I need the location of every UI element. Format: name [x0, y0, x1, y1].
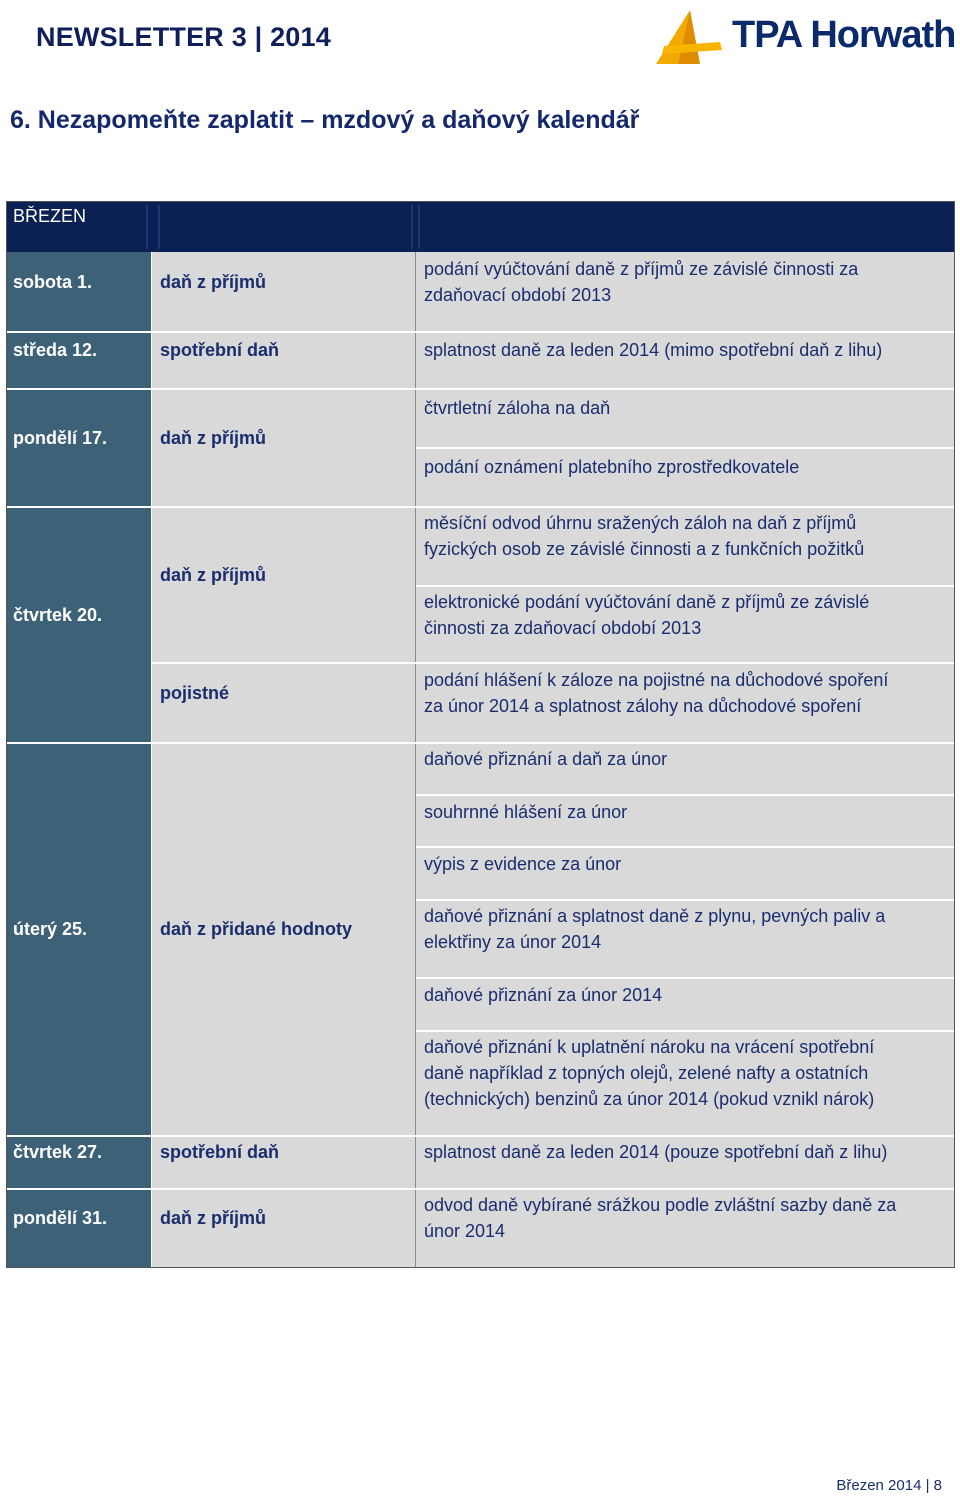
row-category: spotřební daň	[160, 340, 280, 360]
row-item: výpis z evidence za únor	[424, 854, 622, 874]
row-category: daň z příjmů	[160, 1208, 267, 1228]
row-date: pondělí 31.	[13, 1208, 108, 1228]
row-item: splatnost daně za leden 2014 (pouze spotřební daň z lihu)	[424, 1142, 888, 1162]
row-item: daňové přiznání a daň za únor	[424, 749, 668, 769]
row-category: pojistné	[160, 683, 230, 703]
row-date: středa 12.	[13, 340, 98, 360]
section-title: 6. Nezapomeňte zaplatit – mzdový a daňový kalendář	[10, 106, 640, 134]
row-category: daň z přidané hodnoty	[160, 919, 352, 939]
date-column	[6, 252, 152, 1268]
row-item: elektřiny za únor 2014	[424, 932, 602, 952]
row-item: daňové přiznání k uplatnění nároku na vrácení spotřební	[424, 1037, 875, 1057]
row-category: spotřební daň	[160, 1142, 280, 1162]
page-footer: Březen 2014 | 8	[836, 1477, 942, 1494]
row-item: měsíční odvod úhrnu sražených záloh na daň z příjmů	[424, 513, 857, 533]
row-category: daň z příjmů	[160, 428, 267, 448]
row-item: podání hlášení k záloze na pojistné na důchodové spoření	[424, 670, 889, 690]
row-item: souhrnné hlášení za únor	[424, 802, 628, 822]
row-date: úterý 25.	[13, 919, 88, 939]
row-item: odvod daně vybírané srážkou podle zvláštní sazby daně za	[424, 1195, 897, 1215]
row-item: únor 2014	[424, 1221, 506, 1241]
row-item: daňové přiznání a splatnost daně z plynu, pevných paliv a	[424, 906, 886, 926]
row-item: za únor 2014 a splatnost zálohy na důchodové spoření	[424, 696, 862, 716]
row-item: činnosti za zdaňovací období 2013	[424, 618, 702, 638]
row-date: čtvrtek 20.	[13, 605, 103, 625]
row-item: splatnost daně za leden 2014 (mimo spotřební daň z lihu)	[424, 340, 883, 360]
row-item: daně například z topných olejů, zelené nafty a ostatních	[424, 1063, 869, 1083]
row-item: čtvrtletní záloha na daň	[424, 398, 611, 418]
month-label: BŘEZEN	[13, 206, 87, 226]
table-header-row	[6, 201, 955, 252]
row-date: pondělí 17.	[13, 428, 108, 448]
row-item: elektronické podání vyúčtování daně z příjmů ze závislé	[424, 592, 870, 612]
category-column	[152, 252, 416, 1268]
row-category: daň z příjmů	[160, 272, 267, 292]
row-date: sobota 1.	[13, 272, 93, 292]
logo-text: TPA Horwath	[732, 14, 956, 56]
row-item: podání vyúčtování daně z příjmů ze závislé činnosti za	[424, 259, 859, 279]
header-title: NEWSLETTER 3 | 2014	[36, 22, 331, 52]
row-date: čtvrtek 27.	[13, 1142, 103, 1162]
row-category: daň z příjmů	[160, 565, 267, 585]
row-item: fyzických osob ze závislé činnosti a z funkčních požitků	[424, 539, 865, 559]
row-item: podání oznámení platebního zprostředkovatele	[424, 457, 800, 477]
row-item: (technických) benzinů za únor 2014 (pokud vznikl nárok)	[424, 1089, 875, 1109]
row-item: zdaňovací období 2013	[424, 285, 612, 305]
row-item: daňové přiznání za únor 2014	[424, 985, 663, 1005]
